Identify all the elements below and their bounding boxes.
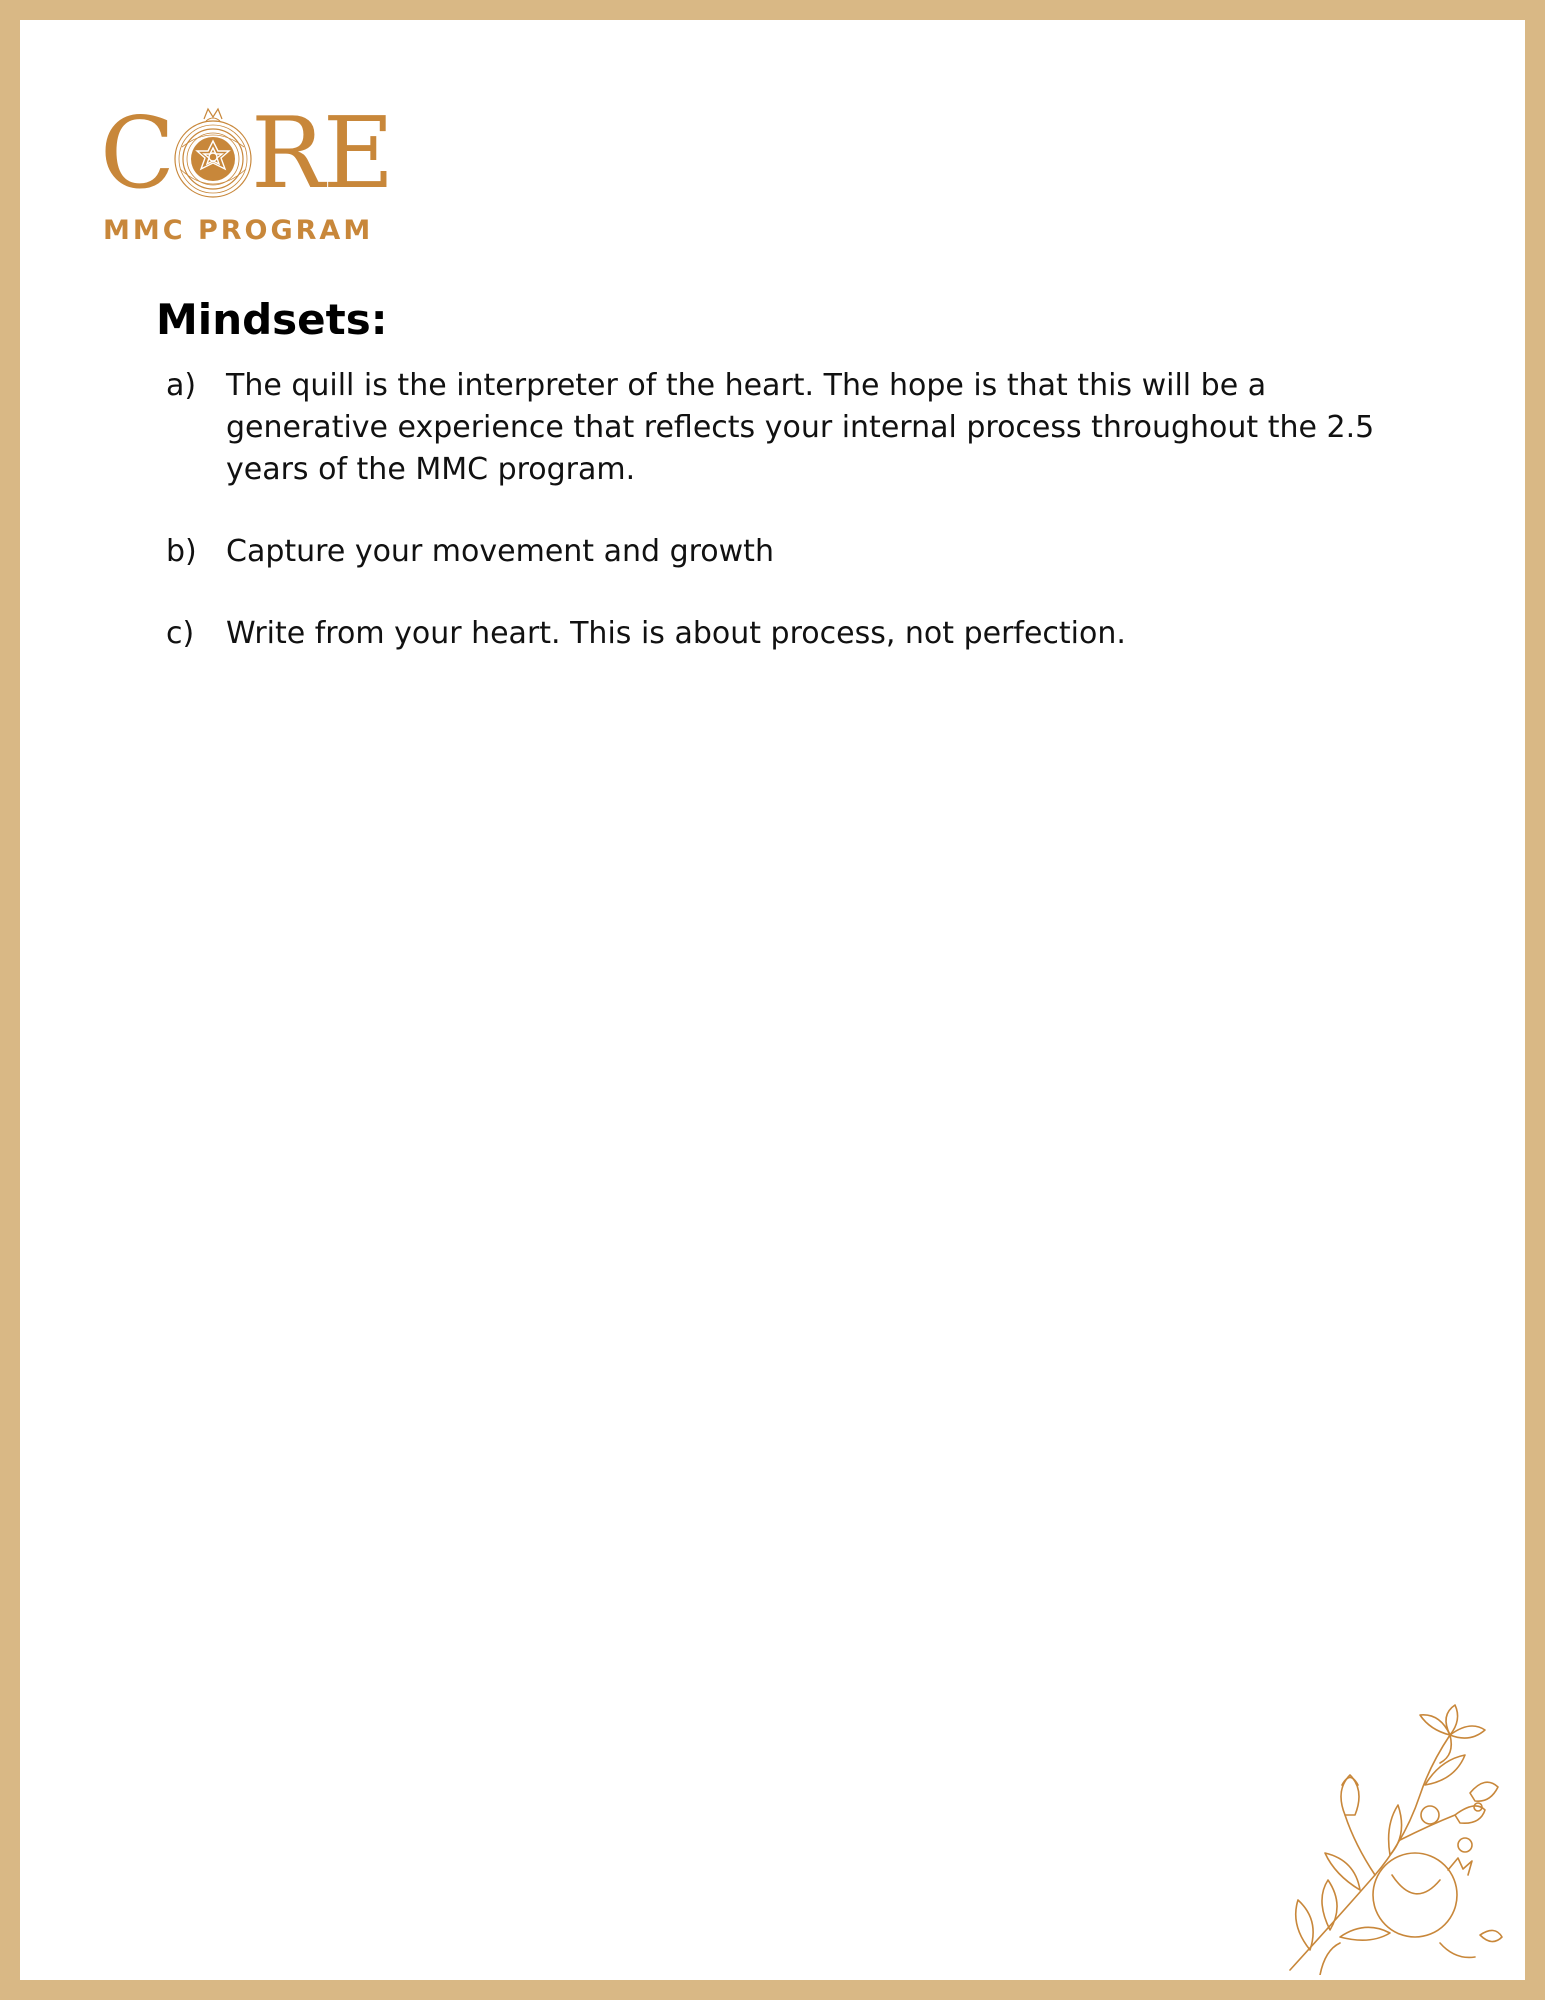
list-item [166, 365, 1406, 491]
list-item [166, 531, 1406, 573]
page-heading: Mindsets: [156, 295, 388, 344]
logo-letters-re: RE [250, 97, 393, 211]
list-marker: a) [166, 368, 197, 403]
list-item-text: Write from your heart. This is about process, not perfection. [226, 616, 1126, 651]
logo-letter-c: C [100, 97, 173, 211]
page [20, 20, 1525, 1980]
list-marker: c) [166, 616, 195, 651]
list-item-text: Capture your movement and growth [226, 534, 774, 569]
mindsets-list [166, 365, 1406, 695]
core-logo [80, 85, 393, 255]
pomegranate-branch-illustration-icon [1280, 1675, 1510, 1975]
list-marker: b) [166, 534, 197, 569]
logo-subtitle: MMC PROGRAM [103, 215, 374, 246]
list-item-text: The quill is the interpreter of the heart. The hope is that this will be a generative experience that reflects your internal process throughout the 2.5 years of the MMC program. [226, 368, 1375, 487]
list-item [166, 613, 1406, 655]
star-rosette-emblem-icon [170, 103, 256, 199]
